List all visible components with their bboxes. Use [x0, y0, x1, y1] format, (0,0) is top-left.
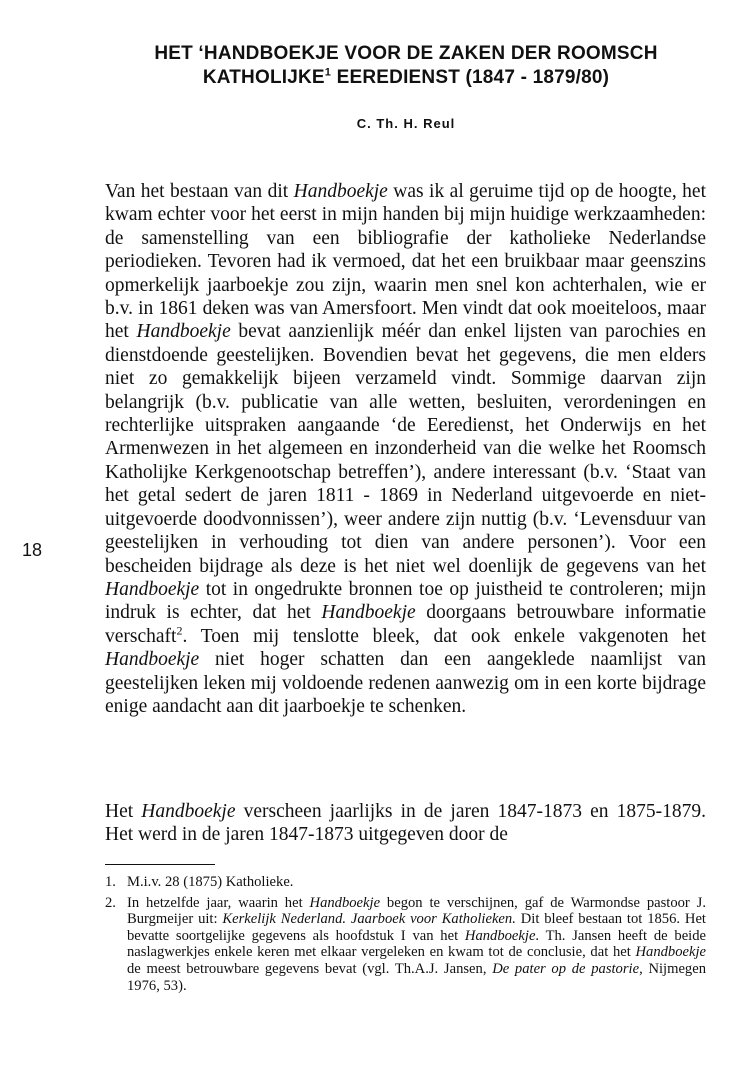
page-number: 18: [22, 540, 43, 560]
title-line-2-end: EEREDIENST (1847 - 1879/80): [331, 67, 610, 88]
paragraph-1: [105, 180, 706, 718]
fn2-italic-3: Handboekje: [464, 927, 536, 944]
title-line-1: HET ‘HANDBOEKJE VOOR DE ZAKEN DER ROOMSCH: [154, 43, 658, 64]
p1-text-3: bevat aanzienlijk méér dan enkel lijsten van parochies en dienstdoende geestelijken. Bovendien bevat het gegevens, die men elders niet zo gemakkelijk bijeen verzameld vindt. Sommige daarvan zijn belangrijk (b.v. publicatie van alle wetten, besluiten, verordeningen en rechterlijke uitspraken aangaande ‘de Eeredienst, het Onderwijs en het Armenwezen in het algemeen en inzonderheid van die welke het Roomsch Katholijke Kerkgenootschap betreffen’), andere interessant (b.v. ‘Staat van het getal sedert de jaren 1811 - 1869 in Nederland uitgevoerde en niet-uitgevoerde doodvonnissen’), weer andere zijn nuttig (b.v. ‘Levensduur van geestelijken in verhouding tot dien van andere personen’). Voor een bescheiden bijdrage als deze is het niet wel doenlijk de gegevens van het: [105, 321, 706, 577]
footnote-number: 1.: [105, 874, 116, 890]
article-title: [100, 42, 712, 90]
fn2-italic-1: Handboekje: [309, 894, 381, 911]
fn2-italic-4: Handboekje: [635, 944, 706, 961]
fn2-italic-2: Kerkelijk Nederland. Jaarboek voor Katholieken.: [222, 911, 516, 928]
p1-italic-2: Handboekje: [136, 321, 231, 343]
footnote-1: [105, 874, 706, 891]
p1-text-1: Van het bestaan van dit: [105, 181, 294, 202]
p1-text-4: tot in ongedrukte bronnen toe op juistheid te controleren; mijn indruk is echter, dat het: [105, 578, 706, 624]
fn2-text-2: begon te verschijnen, gaf de Warmondse pastoor J. Burgmeijer uit:: [127, 894, 707, 928]
fn2-italic-5: De pater op de pastorie: [492, 960, 640, 977]
p2-text-2: verscheen jaarlijks in de jaren 1847-1873 en 1875-1879. Het werd in de jaren 1847-1873 uitgegeven door de: [105, 801, 707, 846]
fn2-text-5: de meest betrouwbare gegevens bevat (vgl. Th.A.J. Jansen,: [127, 960, 493, 977]
footnote-ref-2[interactable]: 2: [176, 623, 183, 638]
p1-italic-5: Handboekje: [105, 649, 200, 671]
p1-text-6: . Toen mij tenslotte bleek, dat ook enkele vakgenoten het: [182, 625, 706, 647]
p1-italic-3: Handboekje: [105, 578, 200, 600]
p1-italic-1: Handboekje: [293, 181, 388, 202]
footnote-2: [105, 895, 706, 995]
footnotes: [105, 874, 706, 998]
p2-text-1: Het: [105, 801, 142, 822]
p2-italic-1: Handboekje: [141, 801, 236, 822]
footnote-number: 2.: [105, 894, 116, 911]
paragraph-2: [105, 800, 706, 847]
title-line-2: [100, 66, 712, 90]
footnote-divider: [105, 864, 215, 865]
title-line-2-start: KATHOLIJKE: [202, 67, 325, 88]
author-name: C. Th. H. Reul: [356, 116, 456, 131]
fn2-text-1: In hetzelfde jaar, waarin het: [127, 894, 310, 911]
footnote-text: M.i.v. 28 (1875) Katholieke.: [127, 874, 294, 890]
fn2-text-6: , Nijmegen 1976, 53).: [127, 960, 706, 994]
fn2-text-3: Dit bleef bestaan tot 1856. Het bevatte soortgelijke gegevens als hoofdstuk I van het: [127, 911, 706, 944]
p1-text-5: doorgaans betrouwbare informatie verschaft: [105, 602, 706, 647]
p1-italic-4: Handboekje: [321, 602, 416, 624]
p1-text-7: niet hoger schatten dan een aangeklede naamlijst van geestelijken leken mij voldoende redenen aanwezig om in een korte bijdrage enige aandacht aan dit jaarboekje te schenken.: [105, 649, 706, 717]
fn2-text-4: . Th. Jansen heeft de beide naslagwerkjes enkele keren met elkaar vergeleken en kwam tot de conclusie, dat het: [127, 927, 707, 961]
p1-text-2: was ik al geruime tijd op de hoogte, het kwam echter voor het eerst in mijn handen bij mijn huidige werkzaamheden: de samenstelling van een bibliografie der katholieke Nederlandse periodieken. Tevoren had ik vermoed, dat het een bruikbaar maar geenszins opmerkelijk jaarboekje zou zijn, waarin men snel kon achterhalen, wie er b.v. in 1861 deken was van Amersfoort. Men vindt dat ook moeiteloos, maar het: [105, 181, 706, 343]
footnote-ref-1[interactable]: 1: [324, 66, 332, 79]
